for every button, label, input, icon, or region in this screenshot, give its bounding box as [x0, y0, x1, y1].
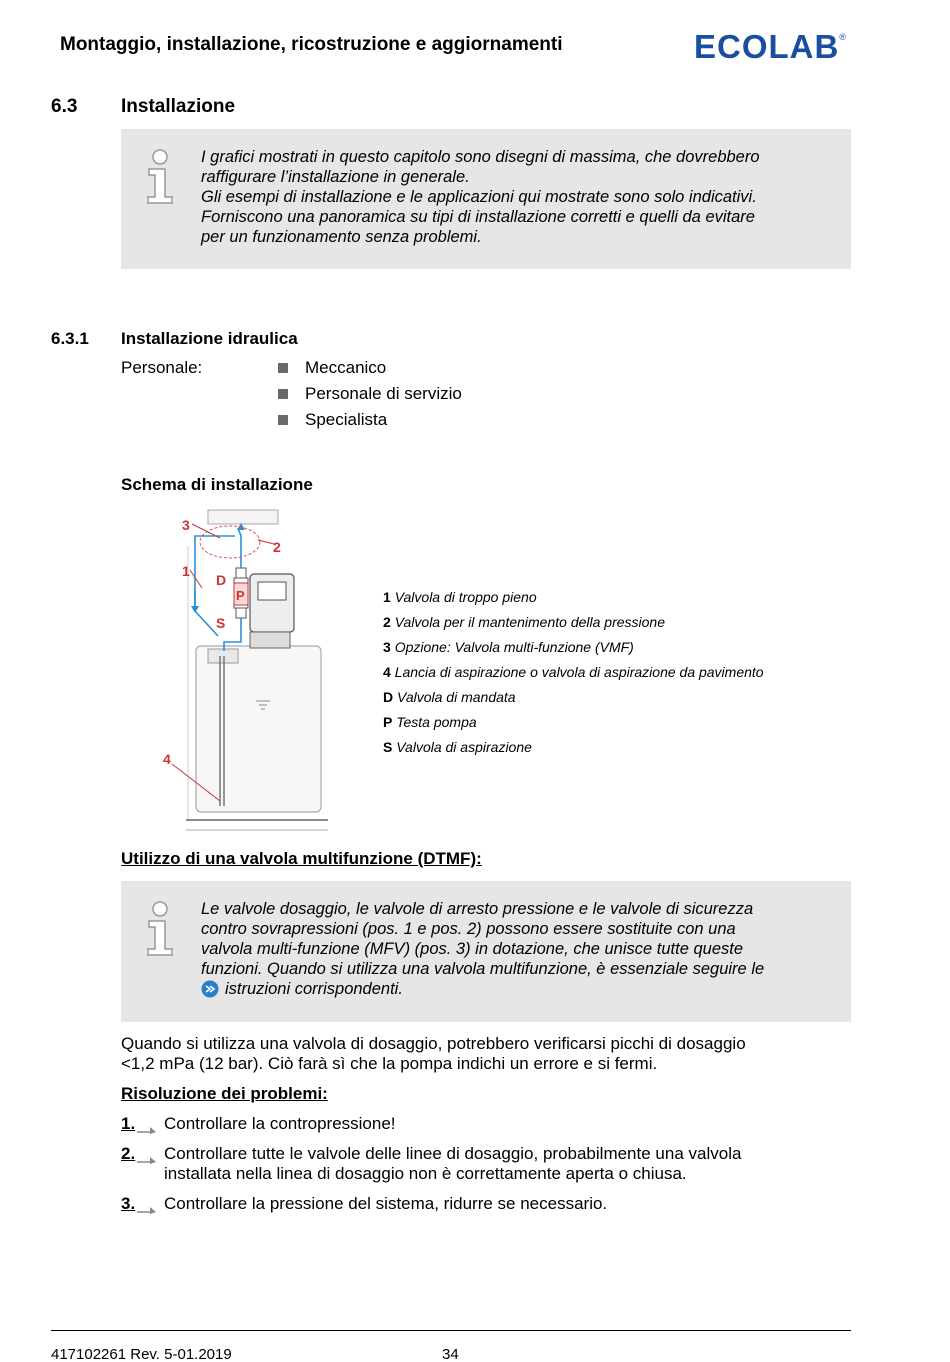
- info-icon: [145, 149, 175, 205]
- step-text: Controllare tutte le valvole delle linee di dosaggio, probabilmente una valvola installata nella linea di dosaggio non è correttamente aperta o chiusa.: [164, 1144, 742, 1183]
- legend-item: D Valvola di mandata: [383, 689, 516, 705]
- diagram-label-3: 3: [182, 517, 190, 533]
- list-item: Meccanico: [278, 358, 462, 384]
- page-header-title: Montaggio, installazione, ricostruzione e aggiornamenti: [60, 34, 563, 55]
- step-item: [121, 1144, 821, 1186]
- diagram-label-2: 2: [273, 539, 281, 555]
- legend-item: P Testa pompa: [383, 714, 477, 730]
- personale-label: Personale:: [121, 358, 203, 377]
- step-number: 2.: [121, 1144, 136, 1163]
- ecolab-logo: ECOLAB®: [694, 28, 847, 65]
- bullet-square-icon: [278, 389, 288, 399]
- step-item: [121, 1194, 821, 1216]
- diagram-label-1: 1: [182, 563, 190, 579]
- diagram-label-d: D: [216, 572, 227, 588]
- schema-title: Schema di installazione: [121, 475, 313, 494]
- dtmf-title: Utilizzo di una valvola multifunzione (DTMF):: [121, 849, 482, 868]
- legend-item: S Valvola di aspirazione: [383, 739, 532, 755]
- reference-link[interactable]: istruzioni corrispondenti.: [225, 980, 403, 998]
- step-arrow-icon: [137, 1122, 157, 1134]
- subsection-title: Installazione idraulica: [121, 329, 298, 348]
- step-arrow-icon: [137, 1202, 157, 1214]
- legend-item: 1 Valvola di troppo pieno: [383, 589, 537, 605]
- list-item: Personale di servizio: [278, 384, 462, 410]
- info-note-box: [121, 881, 851, 1022]
- subsection-number: 6.3.1: [51, 329, 89, 348]
- note-text: Le valvole dosaggio, le valvole di arresto pressione e le valvole di sicurezza contro sovrapressioni (pos. 1 e pos. 2) possono essere sostituite con una valvola multi-funzione (MFV) (pos. 3) in dotazione, che unisce tutte queste funzioni. Quando si utilizza una valvola multifunzione, è essenziale seguire le istruzioni corrispondenti.: [201, 900, 765, 998]
- personale-list: [278, 358, 462, 436]
- legend-item: 3 Opzione: Valvola multi-funzione (VMF): [383, 639, 634, 655]
- legend-item: 4 Lancia di aspirazione o valvola di aspirazione da pavimento: [383, 664, 764, 680]
- diagram-legend: [383, 587, 764, 762]
- step-item: [121, 1114, 821, 1136]
- section-number: 6.3: [51, 96, 78, 117]
- diagram-label-p: P: [236, 588, 245, 603]
- diagram-label-4: 4: [163, 751, 171, 767]
- body-paragraph: Quando si utilizza una valvola di dosaggio, potrebbero verificarsi picchi di dosaggio <1,2 mPa (12 bar). Ciò farà sì che la pompa indichi un errore e si fermi.: [121, 1034, 746, 1073]
- bullet-square-icon: [278, 415, 288, 425]
- diagram-label-s: S: [216, 615, 226, 631]
- section-title: Installazione: [121, 96, 236, 117]
- installation-diagram: [150, 506, 330, 836]
- legend-item: 2 Valvola per il mantenimento della pressione: [383, 614, 665, 630]
- footer-divider: [51, 1330, 851, 1331]
- info-note-box: [121, 129, 851, 269]
- footer-page-number: 34: [442, 1346, 459, 1362]
- info-icon: [145, 901, 175, 957]
- reference-link-icon[interactable]: [201, 980, 219, 998]
- bullet-square-icon: [278, 363, 288, 373]
- step-arrow-icon: [137, 1152, 157, 1164]
- list-item: Specialista: [278, 410, 462, 436]
- step-number: 3.: [121, 1194, 136, 1213]
- troubleshoot-title: Risoluzione dei problemi:: [121, 1084, 328, 1103]
- note-text: I grafici mostrati in questo capitolo sono disegni di massima, che dovrebbero raffigurare l’installazione in generale. Gli esempi di installazione e le applicazioni qui mostrate sono solo indicativi. Forniscono una panoramica su tipi di installazione corretti e quelli da evitare per un funzionamento senza problemi.: [201, 148, 760, 246]
- step-number: 1.: [121, 1114, 136, 1133]
- footer-doc-id: 417102261 Rev. 5-01.2019: [51, 1346, 232, 1362]
- step-text: Controllare la pressione del sistema, ridurre se necessario.: [164, 1194, 608, 1213]
- step-text: Controllare la contropressione!: [164, 1114, 396, 1133]
